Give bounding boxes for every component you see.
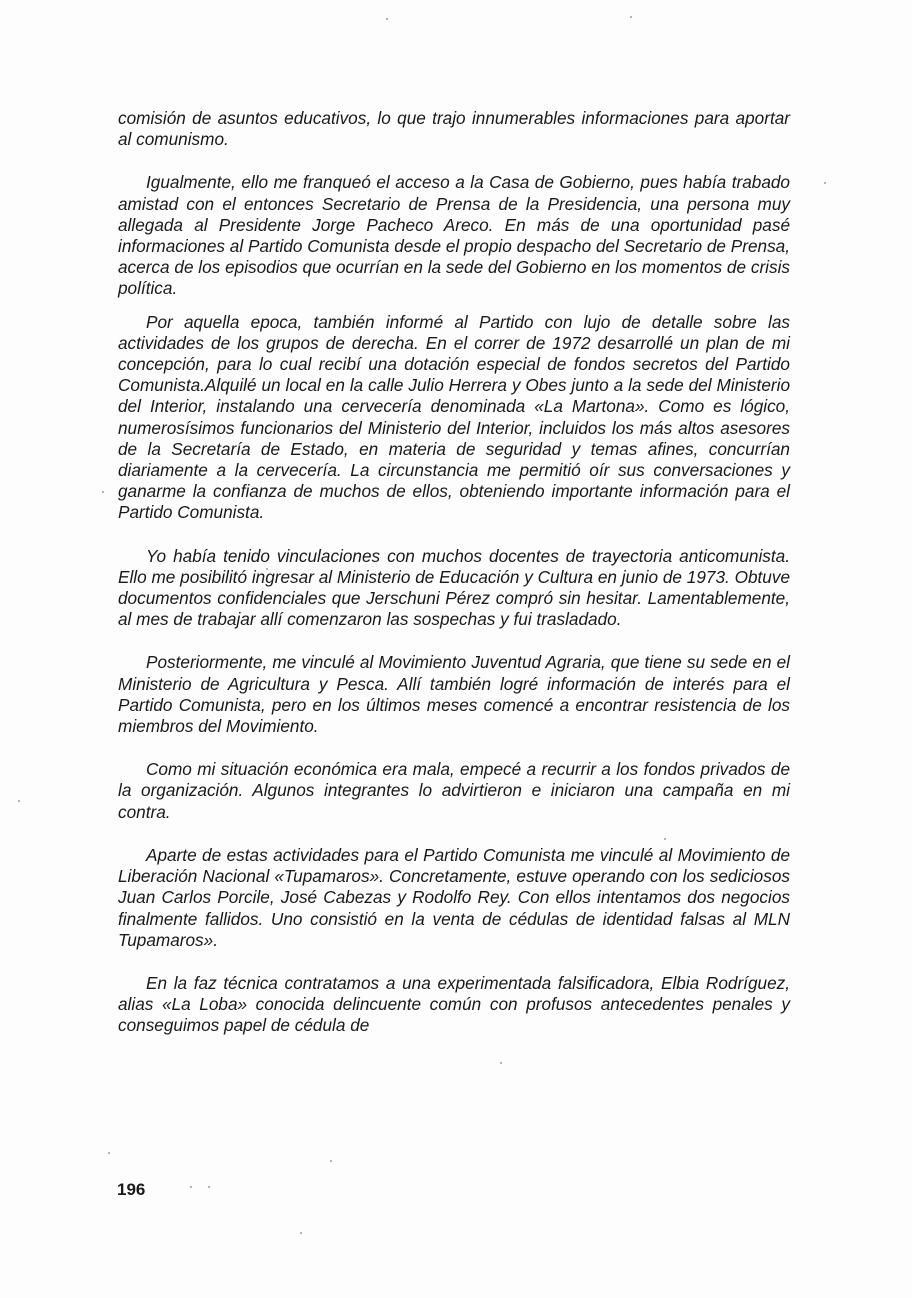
page-number: 196 [117,1180,146,1199]
scan-speck [108,1152,110,1154]
scan-speck [102,491,104,493]
scan-speck [18,800,20,802]
scan-speck [500,1062,502,1064]
scan-speck [824,182,826,184]
scan-speck [330,1160,332,1162]
body-text [118,108,790,1059]
paragraph-la-martona: Por aquella epoca, también informé al Partido con lujo de detalle sobre las actividades de los grupos de derecha. En el correr de 1972 desarrollé un plan de mi concepción, para lo cual recibí una dotación especial de fondos secretos del Partido Comunista.Alquilé un local en la calle Julio Herrera y Obes junto a la sede del Ministerio del Interior, instalando una cervecería denominada «La Martona». Como es lógico, numerosísimos funcionarios del Ministerio del Interior, incluidos los más altos asesores de la Secretaría de Estado, en materia de seguridad y temas afines, concurrían diariamente a la cervecería. La circunstancia me permitió oír sus conversaciones y ganarme la confianza de muchos de ellos, obteniendo importante información para el Partido Comunista. [118,311,790,523]
paragraph-continuation: comisión de asuntos educativos, lo que trajo innumerables informaciones para aportar al comunismo. [118,108,790,150]
paragraph-falsificadora: En la faz técnica contratamos a una experimentada falsificadora, Elbia Rodríguez, alias «La Loba» conocida delincuente común con profusos antecedentes penales y conseguimos papel de cédula de [118,972,790,1036]
paragraph-casa-de-gobierno: Igualmente, ello me franqueó el acceso a la Casa de Gobierno, pues había trabado amistad con el entonces Secretario de Prensa de la Presidencia, una persona muy allegada al Presidente Jorge Pacheco Areco. En más de una oportunidad pasé informaciones al Partido Comunista desde el propio despacho del Secretario de Prensa, acerca de los episodios que ocurrían en la sede del Gobierno en los momentos de crisis política. [118,172,790,299]
scan-speck [630,16,632,18]
scan-speck [386,18,388,20]
scan-speck [190,1186,192,1188]
paragraph-situacion-economica: Como mi situación económica era mala, empecé a recurrir a los fondos privados de la organización. Algunos integrantes lo advirtieron e iniciaron una campaña en mi contra. [118,759,790,822]
paragraph-juventud-agraria: Posteriormente, me vinculé al Movimiento Juventud Agraria, que tiene su sede en el Ministerio de Agricultura y Pesca. Allí también logré información de interés para el Partido Comunista, pero en los últimos meses comencé a encontrar resistencia de los miembros del Movimiento. [118,652,790,737]
paragraph-tupamaros: Aparte de estas actividades para el Partido Comunista me vinculé al Movimiento de Liberación Nacional «Tupamaros». Concretamente, estuve operando con los sediciosos Juan Carlos Porcile, José Cabezas y Rodolfo Rey. Con ellos intentamos dos negocios finalmente fallidos. Uno consistió en la venta de cédulas de identidad falsas al MLN Tupamaros». [118,844,790,950]
scan-speck [208,1186,210,1188]
scan-speck [300,1232,302,1234]
paragraph-ministerio-educacion: Yo había tenido vinculaciones con muchos docentes de trayectoria anticomunista. Ello me posibilitó ingresar al Ministerio de Educación y Cultura en junio de 1973. Obtuve documentos confidenciales que Jerschuni Pérez compró sin hesitar. Lamentablemente, al mes de trabajar allí comenzaron las sospechas y fui trasladado. [118,545,790,630]
